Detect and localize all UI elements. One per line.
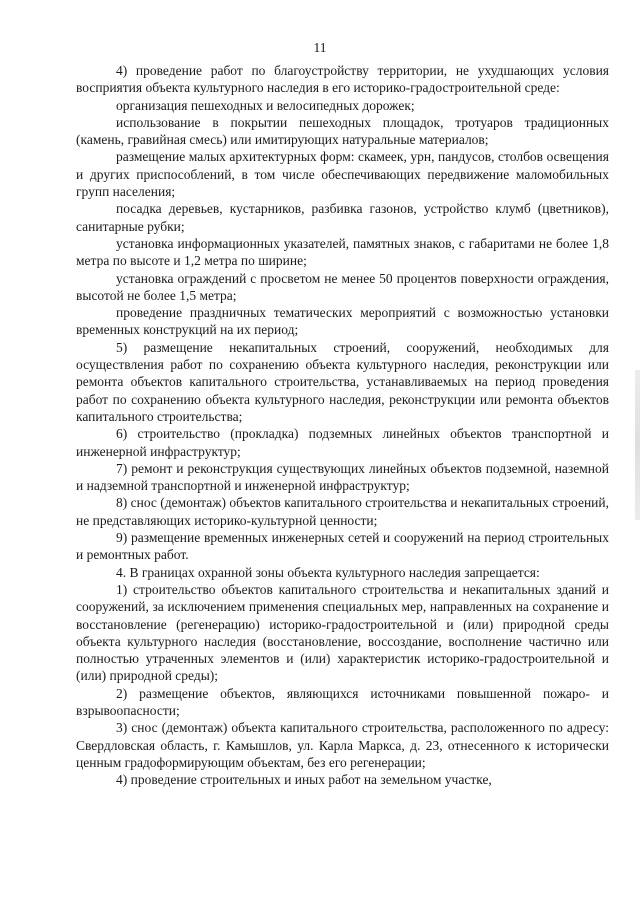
paragraph: 4) проведение строительных и иных работ на земельном участке, bbox=[116, 772, 492, 788]
paragraph: проведение праздничных тематических мероприятий с возможностью установки временных конструкций на их период; bbox=[76, 305, 609, 338]
paragraph: 3) снос (демонтаж) объекта капитального строительства, расположенного по адресу: Свердловская область, г. Камышлов, ул. Карла Маркса, д. 23, отнесенного к исторически ценным градоформирующим объектам, без его регенерации; bbox=[76, 720, 609, 770]
paragraph: 9) размещение временных инженерных сетей и сооружений на период строительных и ремонтных работ. bbox=[76, 530, 609, 563]
paragraph: 2) размещение объектов, являющихся источниками повышенной пожаро- и взрывоопасности; bbox=[76, 685, 609, 718]
paragraph: посадка деревьев, кустарников, разбивка газонов, устройство клумб (цветников), санитарные рубки; bbox=[76, 201, 609, 234]
paragraph: 4) проведение работ по благоустройству территории, не ухудшающих условия восприятия объекта культурного наследия в его историко-градостроительной среде: bbox=[76, 63, 609, 96]
paragraph: 8) снос (демонтаж) объектов капитального строительства и некапитальных строений, не представляющих историко-культурной ценности; bbox=[76, 495, 609, 528]
paragraph: 7) ремонт и реконструкция существующих линейных объектов подземной, наземной и надземной транспортной и инженерной инфраструктур; bbox=[76, 460, 609, 494]
paragraph: использование в покрытии пешеходных площадок, тротуаров традиционных (камень, гравийная смесь) или имитирующих натуральные материалов; bbox=[76, 114, 609, 148]
paragraph: размещение малых архитектурных форм: скамеек, урн, пандусов, столбов освещения и других приспособлений, в том числе обеспечивающих передвижение маломобильных групп населения; bbox=[76, 149, 609, 200]
scan-edge-mark bbox=[635, 370, 640, 520]
document-body bbox=[76, 62, 609, 788]
paragraph: установка информационных указателей, памятных знаков, с габаритами не более 1,8 метра по высоте и 1,2 метра по ширине; bbox=[76, 235, 609, 269]
paragraph: 5) размещение некапитальных строений, сооружений, необходимых для осуществления работ по сохранению объекта культурного наследия, реконструкции или ремонта объектов капитального строительства, устанавливаемых на период проведения работ по сохранению объекта культурного наследия, реконструкции или ремонта объектов капитального строительства; bbox=[76, 339, 609, 424]
paragraph: организация пешеходных и велосипедных дорожек; bbox=[116, 97, 415, 113]
page-number: 11 bbox=[313, 40, 327, 55]
paragraph: 1) строительство объектов капитального строительства и некапитальных зданий и сооружений, за исключением применения специальных мер, направленных на сохранение и восстановление (регенерацию) историко-градостроительной и (или) природной среды объекта культурного наследия (восстановление, воссоздание, восполнение частично или полностью утраченных элементов и (или) характеристик историко-градостроительной и (или) природной среды); bbox=[76, 581, 609, 684]
paragraph: установка ограждений с просветом не менее 50 процентов поверхности ограждения, высотой не более 1,5 метра; bbox=[76, 270, 609, 303]
paragraph: 6) строительство (прокладка) подземных линейных объектов транспортной и инженерной инфраструктур; bbox=[76, 426, 609, 459]
paragraph: 4. В границах охранной зоны объекта культурного наследия запрещается: bbox=[116, 564, 540, 580]
